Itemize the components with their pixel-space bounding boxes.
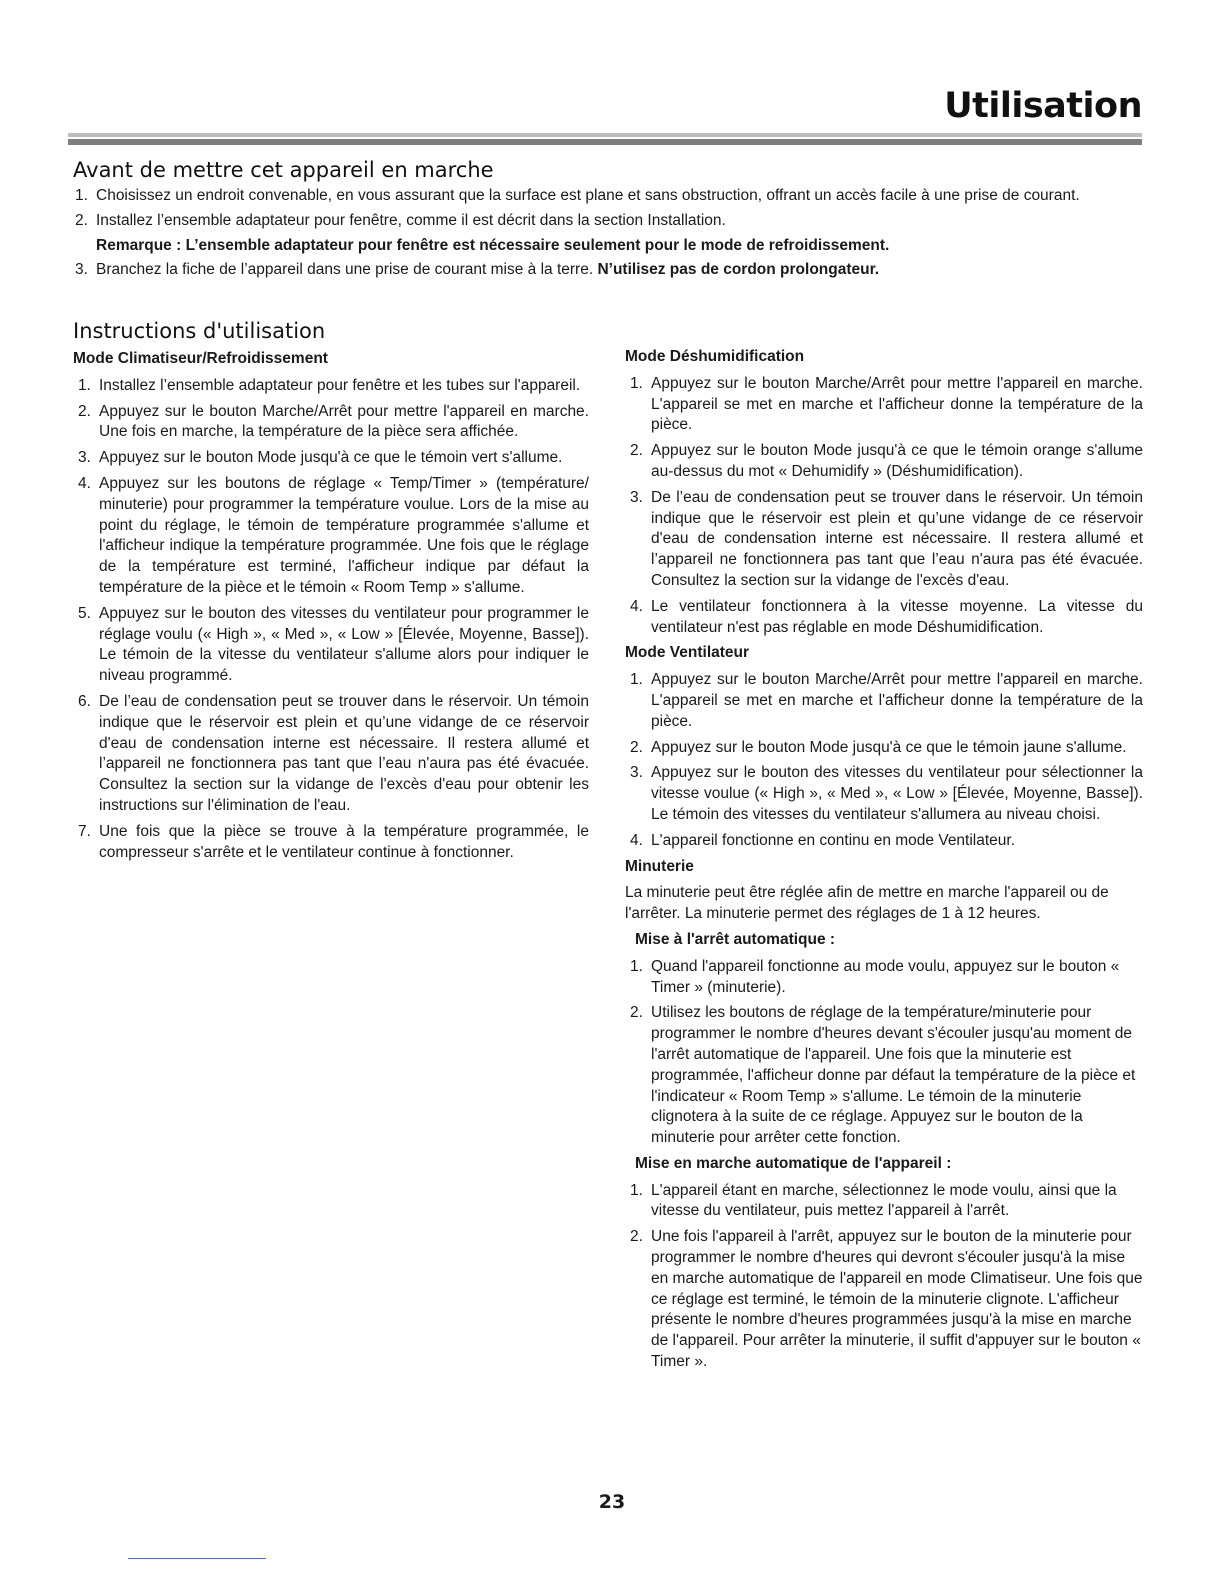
item-number: 3. xyxy=(75,261,88,279)
item-text: Quand l'appareil fonctionne au mode voulu, appuyez sur le bouton « Timer » (minuterie). xyxy=(651,957,1120,996)
item-bold-text: N’utilisez pas de cordon prolongateur. xyxy=(597,261,880,279)
title-rule-thin xyxy=(68,133,1142,137)
list-item xyxy=(625,374,1143,436)
item-number: 6. xyxy=(78,692,91,710)
item-number: 1. xyxy=(75,187,88,204)
list-item xyxy=(625,957,1143,999)
timer-heading: Minuterie xyxy=(625,857,694,875)
list-item xyxy=(625,1227,1143,1373)
item-number: 2. xyxy=(630,442,643,460)
list-item xyxy=(70,211,1150,257)
list-item xyxy=(73,474,589,599)
item-number: 7. xyxy=(78,822,91,840)
footnote-rule xyxy=(128,1558,266,1559)
list-item xyxy=(625,763,1143,825)
item-number: 5. xyxy=(78,604,91,622)
list-item xyxy=(625,441,1143,483)
before-start-list xyxy=(70,186,1150,285)
list-item xyxy=(625,831,1143,852)
fan-mode-heading: Mode Ventilateur xyxy=(625,644,750,662)
item-number: 2. xyxy=(630,738,643,756)
item-number: 1. xyxy=(630,957,643,975)
list-item xyxy=(73,822,589,864)
list-item xyxy=(73,604,589,687)
item-text: Installez l’ensemble adaptateur pour fenêtre, comme il est décrit dans la section Installation. xyxy=(96,211,726,229)
item-number: 2. xyxy=(78,402,91,420)
section-heading-before-start: Avant de mettre cet appareil en marche xyxy=(73,158,494,182)
item-text: Appuyez sur le bouton Mode jusqu'à ce que le témoin orange s'allume au-dessus du mot « Dehumidify » (Déshumidification). xyxy=(651,442,1143,480)
item-number: 3. xyxy=(630,488,643,506)
title-rule-thick xyxy=(68,139,1142,145)
item-text: Appuyez sur le bouton Marche/Arrêt pour mettre l'appareil en marche. L'appareil se met en marche et l'afficheur donne la température de la pièce. xyxy=(651,374,1143,434)
item-text: L'appareil fonctionne en continu en mode Ventilateur. xyxy=(651,831,1016,849)
left-column xyxy=(73,349,589,868)
item-number: 4. xyxy=(78,474,91,492)
list-item xyxy=(73,402,589,444)
auto-on-list xyxy=(625,1181,1143,1373)
item-number: 4. xyxy=(630,597,643,615)
item-text: Appuyez sur le bouton des vitesses du ventilateur pour sélectionner la vitesse voulue (« High », « Med », « Low » [Élevée, Moyenne, Basse]). Le témoin des vitesses du ventilateur s'allumera au niveau choisi. xyxy=(651,764,1143,823)
list-item xyxy=(625,488,1143,592)
item-number: 1. xyxy=(630,374,643,392)
list-item xyxy=(73,376,589,397)
item-number: 1. xyxy=(78,376,91,394)
item-text: Appuyez sur le bouton Marche/Arrêt pour mettre l'appareil en marche. L'appareil se met en marche et l'afficheur donne la température de la pièce. xyxy=(651,671,1143,730)
item-text: Une fois l'appareil à l'arrêt, appuyez sur le bouton de la minuterie pour programmer le nombre d'heures qui devront s'écouler jusqu'à la mise en marche automatique de l'appareil en mode Climatiseur. Une fois que ce réglage est terminé, le témoin de la minuterie clignote. L'afficheur présente le nombre d'heures programmées jusqu'à la mise en marche de l'appareil. Pour arrêter la minuterie, il suffit d'appuyer sur le bouton « Timer ». xyxy=(651,1228,1143,1371)
list-item xyxy=(625,738,1143,759)
item-number: 2. xyxy=(75,211,88,229)
item-text: L'appareil étant en marche, sélectionnez le mode voulu, ainsi que la vitesse du ventilateur, puis mettez l'appareil à l'arrêt. xyxy=(651,1181,1117,1220)
dehumid-mode-list xyxy=(625,374,1143,639)
list-item xyxy=(70,186,1150,207)
item-text: Le ventilateur fonctionnera à la vitesse moyenne. La vitesse du ventilateur n'est pas réglable en mode Déshumidification. xyxy=(651,597,1143,636)
item-text: De l’eau de condensation peut se trouver dans le réservoir. Un témoin indique que le réservoir est plein et qu’une vidange de ce réservoir d'eau de condensation interne est nécessaire. Il restera allumé et l’appareil ne fonctionnera pas tant que l’eau n'aura pas été évacuée. Consultez la section sur la vidange de l'excès d'eau pour obtenir les instructions sur l'élimination de l'eau. xyxy=(99,692,589,814)
item-text: Branchez la fiche de l’appareil dans une prise de courant mise à la terre. xyxy=(96,261,598,279)
item-text: Appuyez sur le bouton Mode jusqu'à ce que le témoin jaune s'allume. xyxy=(651,738,1127,756)
item-text: Appuyez sur le bouton des vitesses du ventilateur pour programmer le réglage voulu (« High », « Med », « Low » [Élevée, Moyenne, Basse]). Le témoin de la vitesse du ventilateur s'allume alors pour indiquer le niveau programmé. xyxy=(99,604,589,685)
item-text: Une fois que la pièce se trouve à la température programmée, le compresseur s'arrête et le ventilateur continue à fonctionner. xyxy=(99,822,589,861)
item-text: Installez l’ensemble adaptateur pour fenêtre et les tubes sur l'appareil. xyxy=(99,376,581,394)
item-text: Appuyez sur les boutons de réglage « Temp/Timer » (température/ minuterie) pour programmer la température voulue. Lors de la mise au point du réglage, le témoin de température programmée s'allume et l'afficheur indique la température programmée. Une fois que le réglage de la température est terminé, l'afficheur indique par défaut la température de la pièce et le témoin « Room Temp » s'allume. xyxy=(99,474,589,596)
item-text: Appuyez sur le bouton Mode jusqu'à ce que le témoin vert s'allume. xyxy=(99,449,563,467)
item-number: 4. xyxy=(630,831,643,849)
list-item xyxy=(73,448,589,469)
list-item xyxy=(73,692,589,817)
page-number: 23 xyxy=(598,1491,626,1513)
item-text: Utilisez les boutons de réglage de la température/minuterie pour programmer le nombre d'heures devant s'écouler jusqu'au moment de l'arrêt automatique de l'appareil. Une fois que la minuterie est programmée, l'afficheur donne par défaut la température de la pièce et l'indicateur « Room Temp » s'allume. Le témoin de la minuterie clignotera à la suite de ce réglage. Appuyez sur le bouton de la minuterie pour arrêter cette fonction. xyxy=(651,1004,1136,1147)
auto-off-heading: Mise à l'arrêt automatique : xyxy=(635,930,836,948)
auto-off-list xyxy=(625,957,1143,1149)
fan-mode-list xyxy=(625,670,1143,851)
list-item xyxy=(625,1003,1143,1149)
list-item xyxy=(625,1181,1143,1223)
timer-intro: La minuterie peut être réglée afin de mettre en marche l'appareil ou de l'arrêter. La minuterie permet des réglages de 1 à 12 heures. xyxy=(625,884,1109,923)
list-item xyxy=(625,597,1143,639)
title-rule xyxy=(68,133,1142,145)
right-column xyxy=(625,347,1143,1378)
item-number: 3. xyxy=(78,449,91,467)
item-number: 1. xyxy=(630,671,643,689)
list-item xyxy=(70,260,1150,281)
dehumid-mode-heading: Mode Déshumidification xyxy=(625,348,805,365)
item-text: Choisissez un endroit convenable, en vous assurant que la surface est plane et sans obstruction, offrant un accès facile à une prise de courant. xyxy=(96,187,1080,204)
item-text: De l’eau de condensation peut se trouver dans le réservoir. Un témoin indique que le réservoir est plein et qu’une vidange de ce réservoir d'eau de condensation interne est nécessaire. Il restera allumé et l’appareil ne fonctionnera pas tant que l’eau n'aura pas été évacuée. Consultez la section sur la vidange de l'excès d'eau. xyxy=(651,488,1143,589)
item-text: Appuyez sur le bouton Marche/Arrêt pour mettre l'appareil en marche. Une fois en marche, la température de la pièce sera affichée. xyxy=(99,402,589,441)
cooling-mode-list xyxy=(73,376,589,864)
page-title: Utilisation xyxy=(944,86,1142,126)
item-number: 2. xyxy=(630,1228,643,1246)
list-item xyxy=(625,670,1143,732)
section-heading-instructions: Instructions d'utilisation xyxy=(73,319,326,343)
cooling-mode-heading: Mode Climatiseur/Refroidissement xyxy=(73,350,328,367)
auto-on-heading: Mise en marche automatique de l'appareil : xyxy=(635,1154,952,1172)
item-number: 3. xyxy=(630,764,643,782)
item-number: 2. xyxy=(630,1004,643,1022)
note-text: Remarque : L’ensemble adaptateur pour fenêtre est nécessaire seulement pour le mode de refroidissement. xyxy=(96,236,890,254)
item-number: 1. xyxy=(630,1181,643,1199)
